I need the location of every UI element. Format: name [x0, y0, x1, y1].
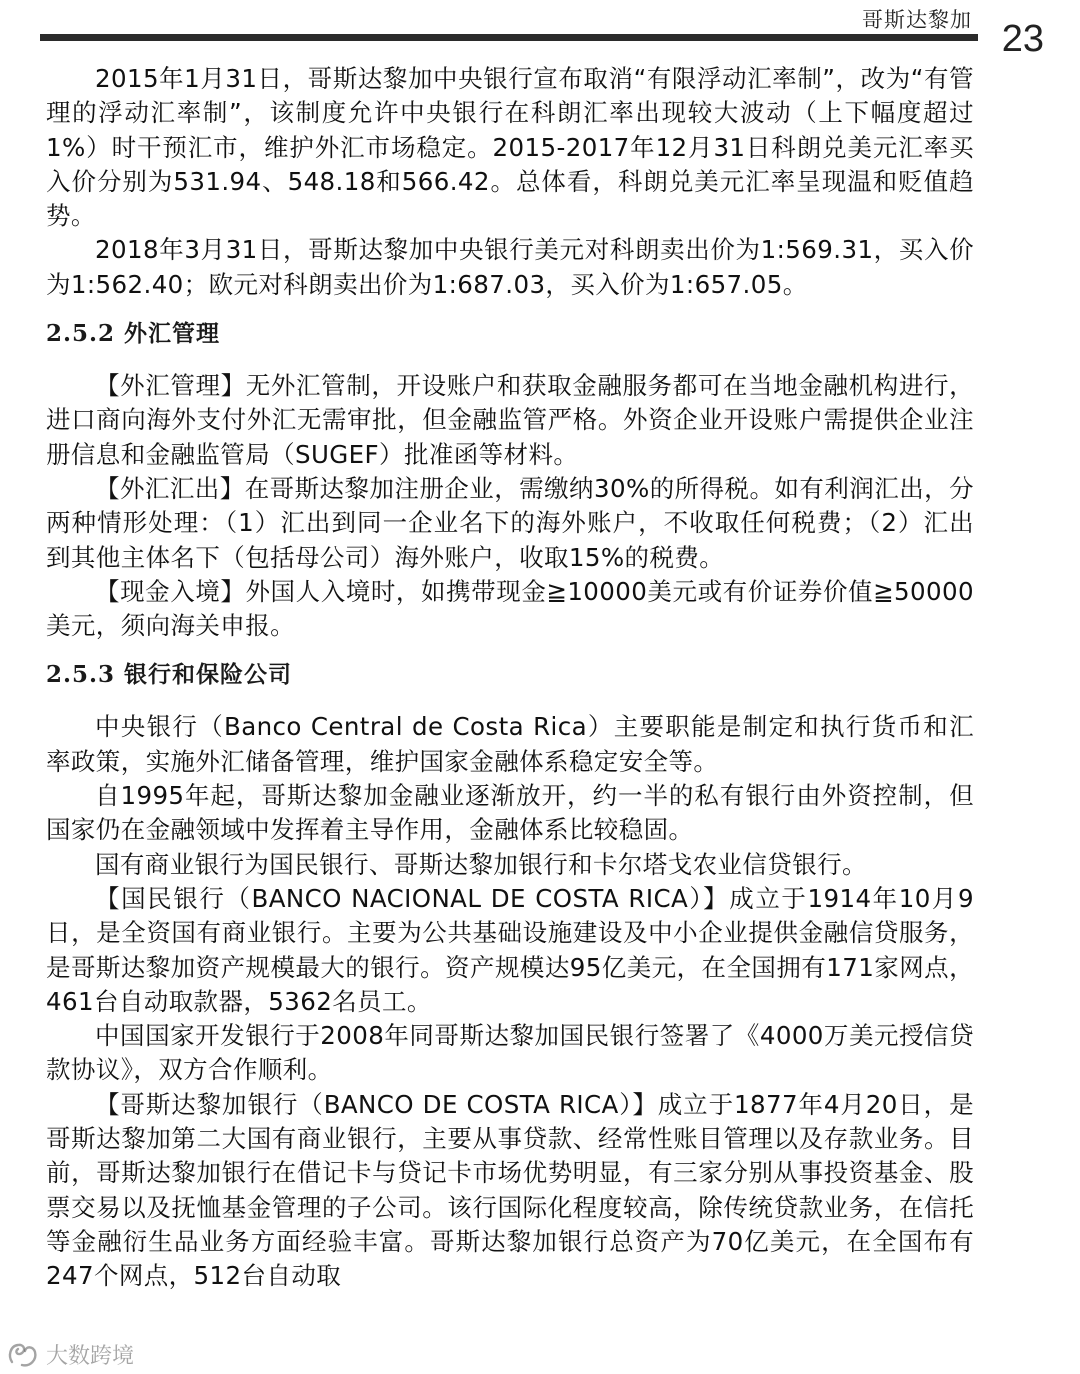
paragraph-exchange-rate-2018: 2018年3月31日，哥斯达黎加中央银行美元对科朗卖出价为1:569.31，买入价为1:562.40；欧元对科朗卖出价为1:687.03，买入价为1:657.05。: [46, 235, 974, 299]
paragraph-state-banks: 国有商业银行为国民银行、哥斯达黎加银行和卡尔塔戈农业信贷银行。: [95, 849, 867, 879]
watermark-text: 大数跨境: [46, 1344, 135, 1369]
watermark-logo-icon: [6, 1340, 40, 1370]
section-heading-banks-insurance: 2.5.3 银行和保险公司: [46, 661, 293, 689]
paragraph-cash-entry: 【现金入境】外国人入境时，如携带现金≧10000美元或有价证券价值≧50000美元，须向海关申报。: [46, 576, 974, 641]
paragraph-central-bank: 中央银行（Banco Central de Costa Rica）主要职能是制定和执行货币和汇率政策，实施外汇储备管理，维护国家金融体系稳定安全等。: [46, 712, 974, 776]
paragraph-cdb-agreement: 中国国家开发银行于2008年同哥斯达黎加国民银行签署了《4000万美元授信贷款协议》，双方合作顺利。: [46, 1021, 974, 1085]
page-content: [46, 62, 974, 1294]
paragraph-financial-opening: 自1995年起，哥斯达黎加金融业逐渐放开，约一半的私有银行由外资控制，但国家仍在金融领域中发挥着主导作用，金融体系比较稳固。: [46, 781, 974, 845]
watermark: [6, 1339, 134, 1370]
page-number: 23: [1001, 18, 1044, 60]
paragraph-forex-remittance: 【外汇汇出】在哥斯达黎加注册企业，需缴纳30%的所得税。如有利润汇出，分两种情形处理：（1）汇出到同一企业名下的海外账户，不收取任何税费；（2）汇出到其他主体名下（包括母公司）海外账户，收取15%的税费。: [46, 473, 974, 572]
paragraph-banco-de-costa-rica: 【哥斯达黎加银行（BANCO DE COSTA RICA）】成立于1877年4月20日，是哥斯达黎加第二大国有商业银行，主要从事贷款、经常性账目管理以及存款业务。目前，哥斯达黎加银行在借记卡与贷记卡市场优势明显，有三家分别从事投资基金、股票交易以及抚恤基金管理的子公司。该行国际化程度较高，除传统贷款业务，在信托等金融衍生品业务方面经验丰富。哥斯达黎加银行总资产为70亿美元，在全国布有247个网点，512台自动取: [46, 1089, 974, 1291]
running-head: 哥斯达黎加: [862, 8, 972, 32]
header-rule: [40, 34, 978, 41]
section-heading-forex-management: 2.5.2 外汇管理: [46, 320, 221, 348]
paragraph-banco-nacional: 【国民银行（BANCO NACIONAL DE COSTA RICA）】成立于1914年10月9日，是全资国有商业银行。主要为公共基础设施建设及中小企业提供金融信贷服务，是哥斯达黎加资产规模最大的银行。资产规模达95亿美元，在全国拥有171家网点，461台自动取款器，5362名员工。: [46, 883, 974, 1016]
paragraph-forex-management: 【外汇管理】无外汇管制，开设账户和获取金融服务都可在当地金融机构进行，进口商向海外支付外汇无需审批，但金融监管严格。外资企业开设账户需提供企业注册信息和金融监管局（SUGEF）批准函等材料。: [46, 371, 974, 469]
paragraph-exchange-rate-policy: 2015年1月31日，哥斯达黎加中央银行宣布取消“有限浮动汇率制”，改为“有管理的浮动汇率制”，该制度允许中央银行在科朗汇率出现较大波动（上下幅度超过1%）时干预汇市，维护外汇市场稳定。2015-2017年12月31日科朗兑美元汇率买入价分别为531.94、548.18和566.42。总体看，科朗兑美元汇率呈现温和贬值趋势。: [46, 64, 974, 231]
